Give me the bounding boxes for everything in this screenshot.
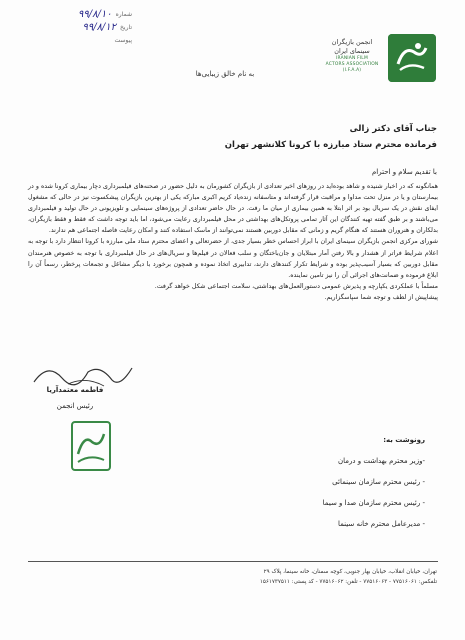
basmala: به نام خالق زیبایی‌ها (195, 70, 255, 78)
cc-item: - مدیرعامل محترم خانه سینما (337, 520, 425, 528)
logo-name-en-line2: ACTORS ASSOCIATION (I.F.A.A) (325, 62, 379, 73)
letter-body (28, 181, 438, 303)
body-paragraph-2: شورای مرکزی انجمن بازیگران سینمای ایران با ابراز احساس خطر بسیار جدی، از حضرتعالی و اعضای محترم ستاد ملی مبارزه با کرونا انتظار دارد با توجه به اعلام شرایط فراتر از هشدار و بالا رفتن آمار مبتلایان و جان‌باختگان و سلب فعالان در فیلم‌ها و سریال‌های در حال فیلمبرداری با توجه به خصوص هنرمندان مقابل دوربین که بسیار آسیب‌پذیر بوده و شرایط تکرار کنندهای دارند، تدابیری اتخاذ نموده و همچون برخورد با دیگر مشاغل و تجمعات پرخطر، رسماً آن را ابلاغ فرموده و ضمانت‌های اجرائی آن را نیز تامین نماینده. (28, 238, 438, 279)
body-paragraph-3: مسلماً با عملکردی یکپارچه و پذیرش عمومی دستورالعمل‌های بهداشتی، سلامت اجتماعی شکل خواهد گرفت. (154, 282, 438, 290)
number-label: شماره (115, 11, 132, 18)
logo-name-fa-line1: انجمن بازیگران (331, 38, 373, 46)
footer-divider (28, 561, 438, 562)
signatory-title: رئیس انجمن (56, 402, 94, 410)
body-paragraph-1: همانگونه که در اخبار شنیده و شاهد بوده‌اید در روزهای اخیر تعدادی از بازیگران کشورمان به دلیل حضور در صحنه‌های فیلمبرداری دچار بیماری کرونا شده و در بیمارستان و یا در منزل تحت مداوا و مراقبت قرار گرفته‌اند و متاسفانه زنده‌یاد کریم اکبری مبارکه یکی از بهترین بازیگران پیشکسوت نیز در حالی که مشغول ایفای نقش در یک سریال بود بر اثر ابتلا به همین بیماری از میان ما رفت. در حال حاضر تعدادی از پروژه‌های سینمایی و تلویزیونی در حال تولید و فیلمبرداری می‌باشند و بر طبق گفته تهیه کنندگان این آثار تمامی پروتکل‌های بهداشتی در محل فیلمبرداری رعایت می‌شود، اما باید توجه داشت که فقط و فقط بازیگران، بدلکاران و هنروران هستند که هنگام گریم و زمانی که مقابل دوربین هستند نمی‌توانند از ماسک استفاده کنند و امکان رعایت فاصله اجتماعی هم ندارند. (28, 183, 438, 235)
footer-contact: تلفکس: ۷۷۵۱۶۰۶۱ - ۷۷۵۱۶۰۶۳ - تلفن: ۷۷۵۱۶۰۶۲ - کد پستی: ۱۵۶۱۷۳۷۵۱۱ (259, 579, 437, 585)
association-stamp-icon (70, 420, 112, 472)
association-logo-icon (388, 34, 436, 82)
attachment-label: پیوست (114, 37, 132, 44)
logo-caption (318, 38, 386, 74)
date-row (22, 21, 132, 34)
logo-name-fa-line2: سینمای ایران (334, 47, 370, 55)
attachment-row (22, 34, 132, 47)
date-value: ۹۹/۸/۱۲ (82, 22, 117, 33)
number-row (22, 8, 132, 21)
greeting: با تقدیم سلام و احترام (371, 168, 437, 176)
date-label: تاریخ (120, 24, 132, 31)
signatory-name: فاطمه معتمدآریا (46, 386, 104, 394)
logo-name-en-line1: IRANIAN FILM (336, 56, 368, 61)
letter-meta (22, 8, 132, 47)
cc-item: -وزیر محترم بهداشت و درمان (337, 457, 425, 465)
body-paragraph-4: پیشاپیش از لطف و توجه شما سپاسگزاریم. (324, 293, 438, 301)
number-value: ۹۹/۸/۱۰ (78, 9, 112, 20)
cc-item: - رئیس محترم سازمان صدا و سیما (322, 499, 425, 507)
cc-list (323, 430, 425, 535)
recipient-name: جناب آقای دکتر زالی (349, 124, 437, 134)
cc-item: - رئیس محترم سازمان سینمائی (332, 478, 425, 486)
footer-address: تهران، خیابان انقلاب، خیابان بهار جنوبی، کوچه سمنان، خانه سینما، پلاک ۲۹ (263, 569, 437, 575)
letter-footer (27, 567, 437, 587)
recipient-title: فرمانده محترم ستاد مبارزه با کرونا کلانشهر تهران (224, 140, 437, 150)
cc-heading: رونوشت به: (383, 436, 425, 444)
